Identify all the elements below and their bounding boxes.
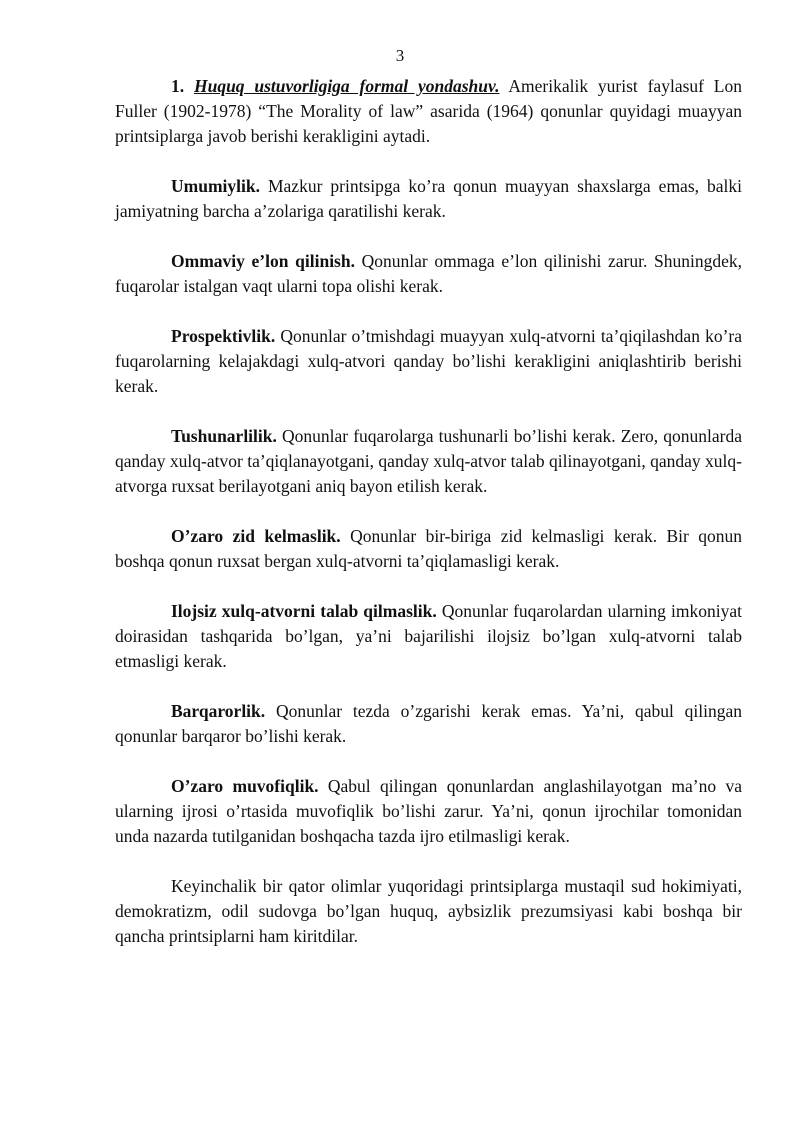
paragraph-clarity	[115, 424, 742, 499]
paragraph-text: Qonunlar ommaga e’lon qilinishi zarur. Shuningdek, fuqarolar istalgan vaqt ularni topa olishi kerak.	[115, 251, 742, 296]
paragraph-additional-principles	[115, 874, 742, 949]
paragraph-heading: Prospektivlik.	[171, 326, 276, 346]
paragraph-text: Mazkur printsipga ko’ra qonun muayyan shaxslarga emas, balki jamiyatning barcha a’zolariga qaratilishi kerak.	[115, 176, 742, 221]
document-body	[115, 74, 742, 974]
paragraph-generality	[115, 174, 742, 224]
paragraph-text: Qonunlar o’tmishdagi muayyan xulq-atvorni ta’qiqilashdan ko’ra fuqarolarning kelajakdagi xulq-atvori qanday bo’lishi kerakligini aniqlashtirib berishi kerak.	[115, 326, 742, 396]
paragraph-heading: O’zaro muvofiqlik.	[171, 776, 319, 796]
paragraph-formal-approach	[115, 74, 742, 149]
paragraph-stability	[115, 699, 742, 749]
paragraph-non-contradiction	[115, 524, 742, 574]
paragraph-promulgation	[115, 249, 742, 299]
paragraph-heading: Umumiylik.	[171, 176, 260, 196]
paragraph-text: Qonunlar bir-biriga zid kelmasligi kerak. Bir qonun boshqa qonun ruxsat bergan xulq-atvorni ta’qiqlamasligi kerak.	[115, 526, 742, 571]
paragraph-congruence	[115, 774, 742, 849]
paragraph-number: 1.	[171, 76, 194, 96]
paragraph-text: Qabul qilingan qonunlardan anglashilayotgan ma’no va ularning ijrosi o’rtasida muvofiqlik bo’lishi zarur. Ya’ni, qonun ijrochilar tomonidan unda nazarda tutilganidan boshqacha tazda ijro etilmasligi kerak.	[115, 776, 742, 846]
paragraph-prospectivity	[115, 324, 742, 399]
paragraph-text: Qonunlar fuqarolarga tushunarli bo’lishi kerak. Zero, qonunlarda qanday xulq-atvor ta’qiqlanayotgani, qanday xulq-atvor talab qilinayotgani, qanday xulq-atvorga ruxsat berilayotgani aniq bayon etilish kerak.	[115, 426, 742, 496]
paragraph-possibility	[115, 599, 742, 674]
paragraph-heading: Huquq ustuvorligiga formal yondashuv.	[193, 76, 500, 96]
paragraph-text: Qonunlar fuqarolardan ularning imkoniyat doirasidan tashqarida bo’lgan, ya’ni bajarilishi ilojsiz bo’lgan xulq-atvorni talab etmasligi kerak.	[115, 601, 742, 671]
page-number: 3	[395, 46, 405, 65]
paragraph-heading: Barqarorlik.	[171, 701, 266, 721]
paragraph-text: Qonunlar tezda o’zgarishi kerak emas. Ya’ni, qabul qilingan qonunlar barqaror bo’lishi kerak.	[115, 701, 742, 746]
paragraph-heading: Ilojsiz xulq-atvorni talab qilmaslik.	[171, 601, 437, 621]
paragraph-text: Amerikalik yurist faylasuf Lon Fuller (1902-1978) “The Morality of law” asarida (1964) qonunlar quyidagi muayyan printsiplarga javob berishi kerakligini aytadi.	[115, 76, 742, 146]
paragraph-heading: O’zaro zid kelmaslik.	[171, 526, 341, 546]
paragraph-heading: Ommaviy e’lon qilinish.	[171, 251, 355, 271]
paragraph-text: Keyinchalik bir qator olimlar yuqoridagi printsiplarga mustaqil sud hokimiyati, demokratizm, odil sudovga bo’lgan huquq, aybsizlik prezumsiyasi kabi boshqa bir qancha printsiplarni ham kiritdilar.	[115, 876, 742, 946]
paragraph-heading: Tushunarlilik.	[171, 426, 277, 446]
